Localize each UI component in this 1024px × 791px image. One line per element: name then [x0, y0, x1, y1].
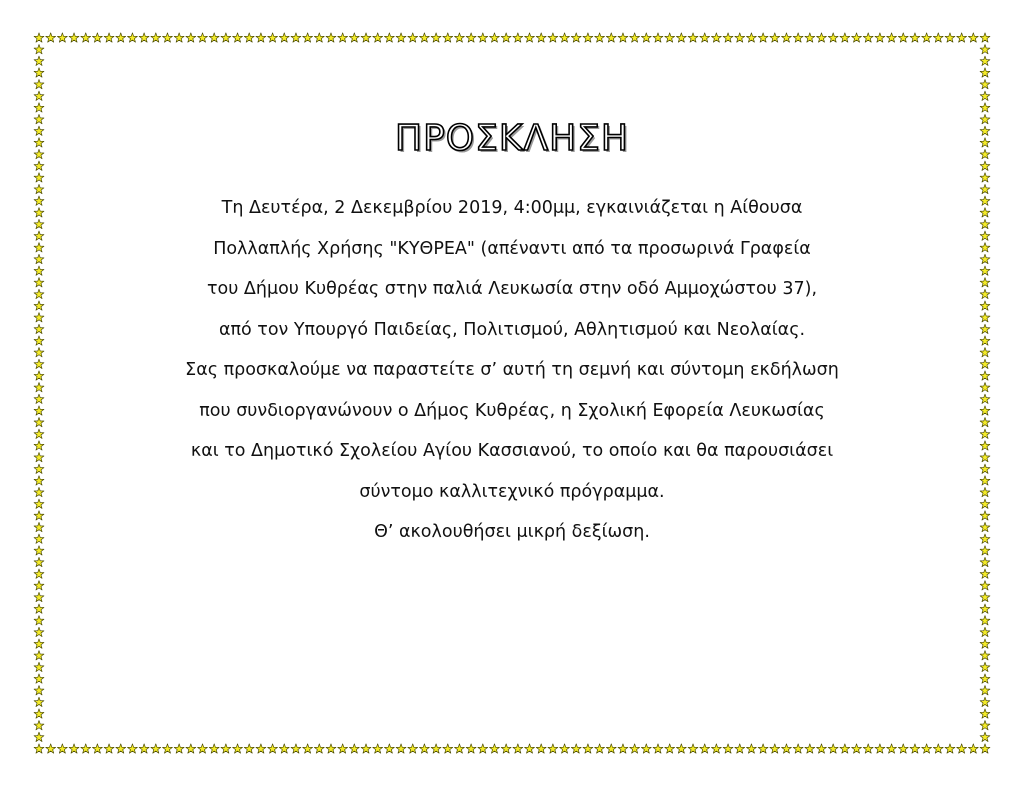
border-star-icon: [34, 278, 44, 287]
border-star-icon: [46, 744, 56, 753]
border-star-icon: [980, 196, 990, 205]
body-line-8: σύντομο καλλιτεχνικό πρόγραμμα.: [359, 481, 665, 502]
border-star-icon: [34, 406, 44, 415]
border-star-icon: [980, 406, 990, 415]
border-star-icon: [34, 557, 44, 566]
border-star-icon: [980, 278, 990, 287]
border-star-icon: [980, 709, 990, 718]
border-star-icon: [980, 79, 990, 88]
border-star-icon: [34, 639, 44, 648]
border-star-icon: [980, 697, 990, 706]
border-star-icon: [34, 546, 44, 555]
border-star-icon: [980, 348, 990, 357]
border-star-icon: [34, 103, 44, 112]
border-star-icon: [980, 324, 990, 333]
border-star-icon: [980, 243, 990, 252]
border-star-icon: [34, 173, 44, 182]
border-star-icon: [980, 56, 990, 65]
border-star-icon: [34, 149, 44, 158]
border-star-icon: [34, 219, 44, 228]
border-star-icon: [980, 254, 990, 263]
border-star-icon: [980, 394, 990, 403]
border-star-icon: [34, 359, 44, 368]
border-star-icon: [980, 616, 990, 625]
border-star-icon: [980, 126, 990, 135]
star-border-right: [980, 44, 990, 741]
border-star-icon: [34, 581, 44, 590]
border-star-icon: [980, 359, 990, 368]
border-star-icon: [46, 33, 56, 42]
border-star-icon: [34, 301, 44, 310]
border-star-icon: [980, 149, 990, 158]
border-star-icon: [34, 91, 44, 100]
border-star-icon: [980, 627, 990, 636]
border-star-icon: [34, 208, 44, 217]
invitation-title: ΠΡΟΣΚΛΗΣΗ: [395, 118, 629, 159]
border-star-icon: [34, 126, 44, 135]
border-star-icon: [980, 173, 990, 182]
border-star-icon: [34, 697, 44, 706]
border-star-icon: [34, 348, 44, 357]
border-star-icon: [980, 417, 990, 426]
border-star-icon: [980, 592, 990, 601]
border-star-icon: [34, 686, 44, 695]
border-star-icon: [34, 511, 44, 520]
border-star-icon: [34, 196, 44, 205]
border-star-icon: [34, 732, 44, 741]
border-star-icon: [980, 91, 990, 100]
border-star-icon: [34, 394, 44, 403]
body-line-2: Πολλαπλής Χρήσης "ΚΥΘΡΕΑ" (απέναντι από τα προσωρινά Γραφεία: [213, 238, 811, 259]
border-star-icon: [34, 114, 44, 123]
border-star-icon: [980, 487, 990, 496]
border-star-icon: [34, 254, 44, 263]
star-border-left: [34, 44, 44, 741]
border-star-icon: [34, 68, 44, 77]
border-star-icon: [968, 33, 978, 42]
border-star-icon: [980, 138, 990, 147]
border-star-icon: [980, 371, 990, 380]
border-star-icon: [34, 487, 44, 496]
border-star-icon: [980, 289, 990, 298]
border-star-icon: [980, 674, 990, 683]
border-star-icon: [980, 44, 990, 53]
border-star-icon: [34, 429, 44, 438]
border-star-icon: [980, 382, 990, 391]
border-star-icon: [34, 522, 44, 531]
border-star-icon: [980, 231, 990, 240]
border-star-icon: [980, 68, 990, 77]
border-star-icon: [968, 744, 978, 753]
border-star-icon: [34, 674, 44, 683]
border-star-icon: [980, 499, 990, 508]
border-star-icon: [34, 44, 44, 53]
border-star-icon: [34, 289, 44, 298]
body-line-6: που συνδιοργανώνουν ο Δήμος Κυθρέας, η Σχολική Εφορεία Λευκωσίας: [199, 400, 825, 421]
border-star-icon: [980, 103, 990, 112]
border-star-icon: [34, 499, 44, 508]
border-star-icon: [34, 441, 44, 450]
border-star-icon: [34, 243, 44, 252]
border-star-icon: [34, 417, 44, 426]
border-star-icon: [980, 429, 990, 438]
body-line-9: Θ’ ακολουθήσει μικρή δεξίωση.: [374, 522, 650, 542]
border-star-icon: [34, 464, 44, 473]
border-star-icon: [980, 604, 990, 613]
invitation-body: [60, 193, 964, 558]
body-line-3: του Δήμου Κυθρέας στην παλιά Λευκωσία στην οδό Αμμοχώστου 37),: [206, 279, 818, 299]
border-star-icon: [34, 592, 44, 601]
border-star-icon: [34, 79, 44, 88]
border-star-icon: [34, 324, 44, 333]
border-star-icon: [34, 721, 44, 730]
border-star-icon: [980, 581, 990, 590]
border-star-icon: [34, 382, 44, 391]
body-line-5: Σας προσκαλούμε να παραστείτε σ’ αυτή τη σεμνή και σύντομη εκδήλωση: [185, 360, 839, 380]
border-star-icon: [980, 522, 990, 531]
border-star-icon: [34, 313, 44, 322]
border-star-icon: [980, 33, 990, 42]
border-star-icon: [980, 266, 990, 275]
border-star-icon: [34, 744, 44, 753]
body-line-1: Τη Δευτέρα, 2 Δεκεμβρίου 2019, 4:00μμ, εγκαινιάζεται η Αίθουσα: [221, 198, 803, 218]
border-star-icon: [34, 184, 44, 193]
border-star-icon: [34, 604, 44, 613]
border-star-icon: [34, 651, 44, 660]
body-line-4: από τον Υπουργό Παιδείας, Πολιτισμού, Αθλητισμού και Νεολαίας.: [218, 319, 806, 340]
border-star-icon: [980, 557, 990, 566]
border-star-icon: [980, 208, 990, 217]
border-star-icon: [34, 33, 44, 42]
border-star-icon: [980, 511, 990, 520]
border-star-icon: [34, 231, 44, 240]
border-star-icon: [980, 732, 990, 741]
border-star-icon: [34, 161, 44, 170]
border-star-icon: [34, 452, 44, 461]
body-line-7: και το Δημοτικό Σχολείου Αγίου Κασσιανού, το οποίο και θα παρουσιάσει: [190, 441, 834, 461]
border-star-icon: [980, 452, 990, 461]
border-star-icon: [980, 651, 990, 660]
border-star-icon: [34, 476, 44, 485]
border-star-icon: [980, 546, 990, 555]
border-star-icon: [34, 616, 44, 625]
border-star-icon: [34, 627, 44, 636]
border-star-icon: [980, 721, 990, 730]
border-star-icon: [34, 56, 44, 65]
border-star-icon: [980, 161, 990, 170]
border-star-icon: [980, 662, 990, 671]
border-star-icon: [980, 114, 990, 123]
border-star-icon: [34, 662, 44, 671]
invitation-content: [60, 0, 964, 791]
border-star-icon: [980, 336, 990, 345]
border-star-icon: [980, 219, 990, 228]
border-star-icon: [980, 686, 990, 695]
border-star-icon: [34, 534, 44, 543]
border-star-icon: [980, 184, 990, 193]
border-star-icon: [980, 301, 990, 310]
border-star-icon: [34, 569, 44, 578]
border-star-icon: [980, 534, 990, 543]
border-star-icon: [34, 336, 44, 345]
border-star-icon: [34, 266, 44, 275]
border-star-icon: [980, 569, 990, 578]
border-star-icon: [34, 709, 44, 718]
border-star-icon: [980, 744, 990, 753]
border-star-icon: [980, 639, 990, 648]
border-star-icon: [980, 464, 990, 473]
border-star-icon: [980, 313, 990, 322]
border-star-icon: [980, 441, 990, 450]
border-star-icon: [980, 476, 990, 485]
border-star-icon: [34, 371, 44, 380]
border-star-icon: [34, 138, 44, 147]
